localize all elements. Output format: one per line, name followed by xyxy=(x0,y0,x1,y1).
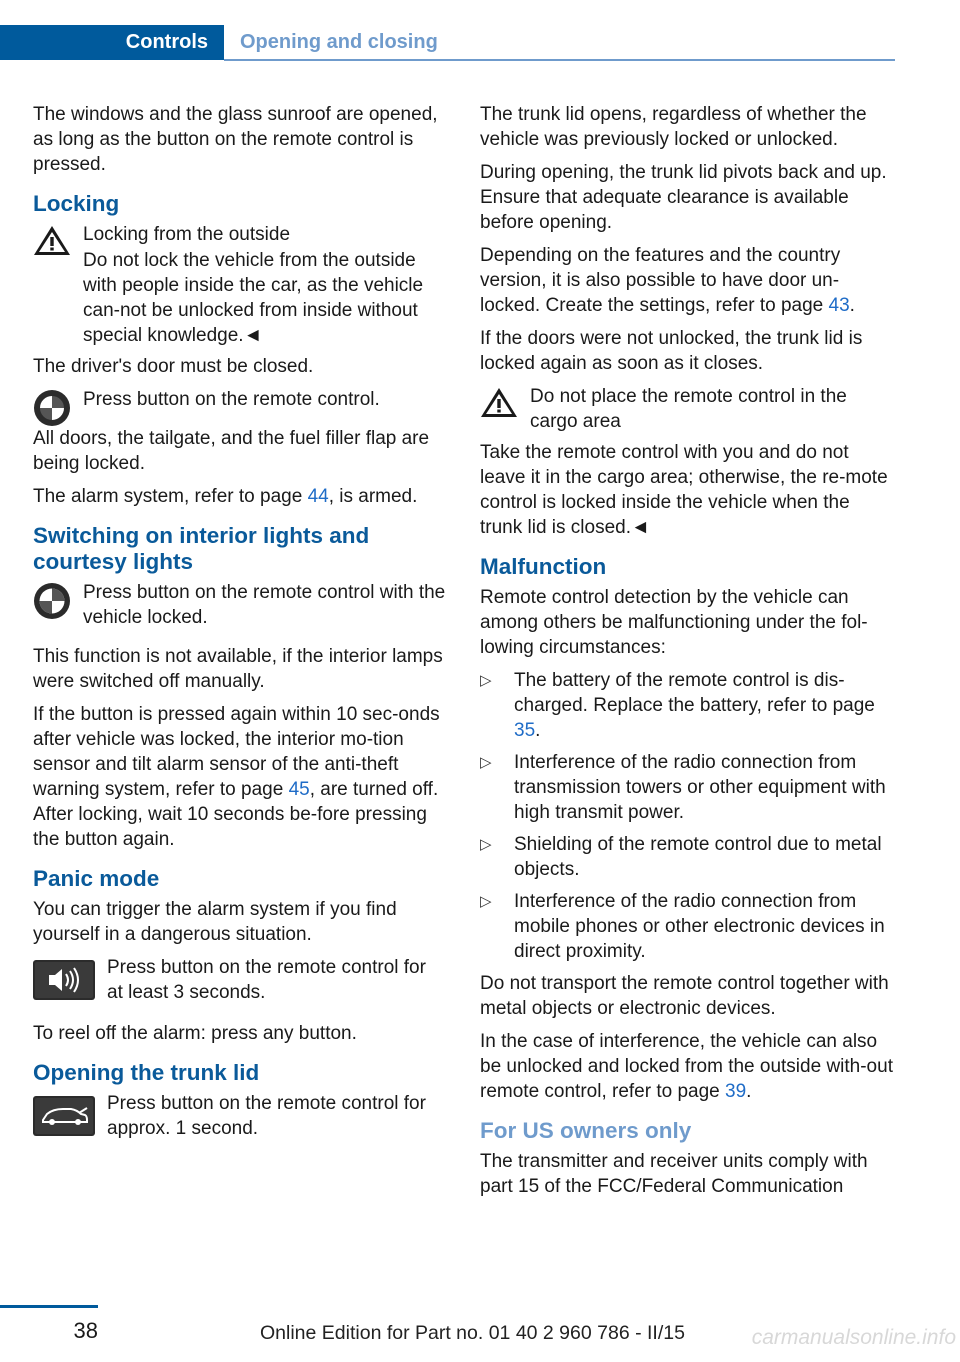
page-link-44[interactable]: 44 xyxy=(307,486,329,507)
us-owners-p1: The transmitter and receiver units comply with part 15 of the FCC/Federal Communication xyxy=(480,1151,868,1197)
section-tab[interactable]: Opening and closing xyxy=(240,31,438,53)
lights-p2 xyxy=(33,702,447,852)
horn-sound-icon xyxy=(33,960,95,1000)
page-link-45[interactable]: 45 xyxy=(288,779,310,800)
locking-p2: All doors, the tailgate, and the fuel filler flap are being locked. xyxy=(33,428,430,474)
cargo-warning xyxy=(480,384,895,434)
warning-text: Do not lock the vehicle from the outside with people inside the car, as the vehicle can‐not be unlocked from inside without special knowledge.◄ xyxy=(83,250,424,346)
lights-heading: Switching on interior lights and courtesy lights xyxy=(33,523,370,574)
p3-text: The alarm system, refer to page xyxy=(33,486,308,507)
list-item: ▷ Interference of the radio connection from transmission towers or other equipment with high transmit power. xyxy=(480,750,895,825)
trunk-button-block xyxy=(33,1091,447,1141)
page-number: 38 xyxy=(73,1318,98,1343)
cargo-warning-text: Take the remote control with you and do not leave it in the cargo area; otherwise, the re‐mote control is locked inside the vehicle when the trunk lid is closed.◄ xyxy=(480,442,888,538)
bmw-logo-icon xyxy=(33,389,71,427)
footer-divider xyxy=(0,1305,98,1308)
intro-paragraph: The windows and the glass sunroof are opened, as long as the button on the remote control is pressed. xyxy=(33,104,438,175)
b1-text-end: . xyxy=(535,720,541,741)
chapter-tab[interactable]: Controls xyxy=(0,25,224,60)
trunk-p3-text: Depending on the features and the country version, it is also possible to have door un‐locked. Create the settings, refer to page xyxy=(480,245,841,316)
malfunction-p1: Remote control detection by the vehicle can among others be malfunctioning under the fol‐lowing circumstances: xyxy=(480,587,868,658)
b1-text: The battery of the remote control is dis‐charged. Replace the battery, refer to page xyxy=(514,670,875,716)
page-link-43[interactable]: 43 xyxy=(828,295,850,316)
panic-button-text: Press button on the remote control for at least 3 seconds. xyxy=(107,957,426,1003)
edition-text: Online Edition for Part no. 01 40 2 960 786 - II/15 xyxy=(260,1322,685,1344)
right-column xyxy=(480,102,895,1207)
trunk-p1: The trunk lid opens, regardless of whether the vehicle was previously locked or unlocked. xyxy=(480,104,867,150)
panic-p1: You can trigger the alarm system if you find yourself in a dangerous situation. xyxy=(33,899,397,945)
lock-button-text: Press button on the remote control. xyxy=(83,389,380,410)
trunk-p3 xyxy=(480,243,895,318)
lights-button-block xyxy=(33,580,447,630)
page-link-39[interactable]: 39 xyxy=(725,1081,747,1102)
locking-p1: The driver's door must be closed. xyxy=(33,356,314,377)
list-item: ▷ Shielding of the remote control due to metal objects. xyxy=(480,832,895,882)
list-item xyxy=(480,668,895,743)
warning-triangle-icon xyxy=(33,224,71,257)
left-column xyxy=(33,102,447,1147)
cargo-warning-title: Do not place the remote control in the cargo area xyxy=(530,386,847,432)
malfunction-p3-text-end: . xyxy=(746,1081,752,1102)
trunk-heading: Opening the trunk lid xyxy=(33,1060,260,1085)
malfunction-heading: Malfunction xyxy=(480,554,607,579)
lock-button-block xyxy=(33,387,447,412)
car-trunk-icon xyxy=(33,1096,95,1136)
page-link-35[interactable]: 35 xyxy=(514,720,536,741)
lights-p2-text-end: , are turned off. After locking, wait 10 seconds be‐fore pressing the button again. xyxy=(33,779,439,850)
locking-p3 xyxy=(33,484,447,509)
warning-triangle-icon xyxy=(480,386,518,419)
locking-heading: Locking xyxy=(33,191,120,216)
panic-heading: Panic mode xyxy=(33,866,160,891)
malfunction-list xyxy=(480,668,895,964)
header-divider xyxy=(224,59,895,61)
lights-p1: This function is not available, if the interior lamps were switched off manually. xyxy=(33,646,443,692)
list-item: ▷ Interference of the radio connection from mobile phones or other electronic devices in direct proximity. xyxy=(480,889,895,964)
p3-text-end: , is armed. xyxy=(328,486,418,507)
page-header xyxy=(0,25,895,62)
bmw-logo-icon xyxy=(33,582,71,620)
watermark: carmanualsonline.info xyxy=(751,1326,956,1349)
us-owners-heading: For US owners only xyxy=(480,1118,692,1143)
trunk-p4: If the doors were not unlocked, the trunk lid is locked again as soon as it closes. xyxy=(480,328,863,374)
locking-warning xyxy=(33,222,447,348)
trunk-p3-text-end: . xyxy=(849,295,855,316)
warning-text-first xyxy=(33,248,447,348)
malfunction-p3-text: In the case of interference, the vehicle can also be unlocked and locked from the outside with‐out remote control, refer to page xyxy=(480,1031,893,1102)
warning-title: Locking from the outside xyxy=(83,224,291,245)
trunk-p2: During opening, the trunk lid pivots back and up. Ensure that adequate clearance is available before opening. xyxy=(480,162,887,233)
lights-p2-text: If the button is pressed again within 10 sec‐onds after vehicle was locked, the interior mo‐tion sensor and tilt alarm sensor of the anti‐theft warning system, refer to page xyxy=(33,704,440,800)
lights-button-text: Press button on the remote control with the vehicle locked. xyxy=(83,582,446,628)
trunk-button-text: Press button on the remote control for approx. 1 second. xyxy=(107,1093,426,1139)
malfunction-p2: Do not transport the remote control together with metal objects or electronic devices. xyxy=(480,973,889,1019)
panic-p2: To reel off the alarm: press any button. xyxy=(33,1023,357,1044)
panic-button-block xyxy=(33,955,447,1005)
malfunction-p3 xyxy=(480,1029,895,1104)
